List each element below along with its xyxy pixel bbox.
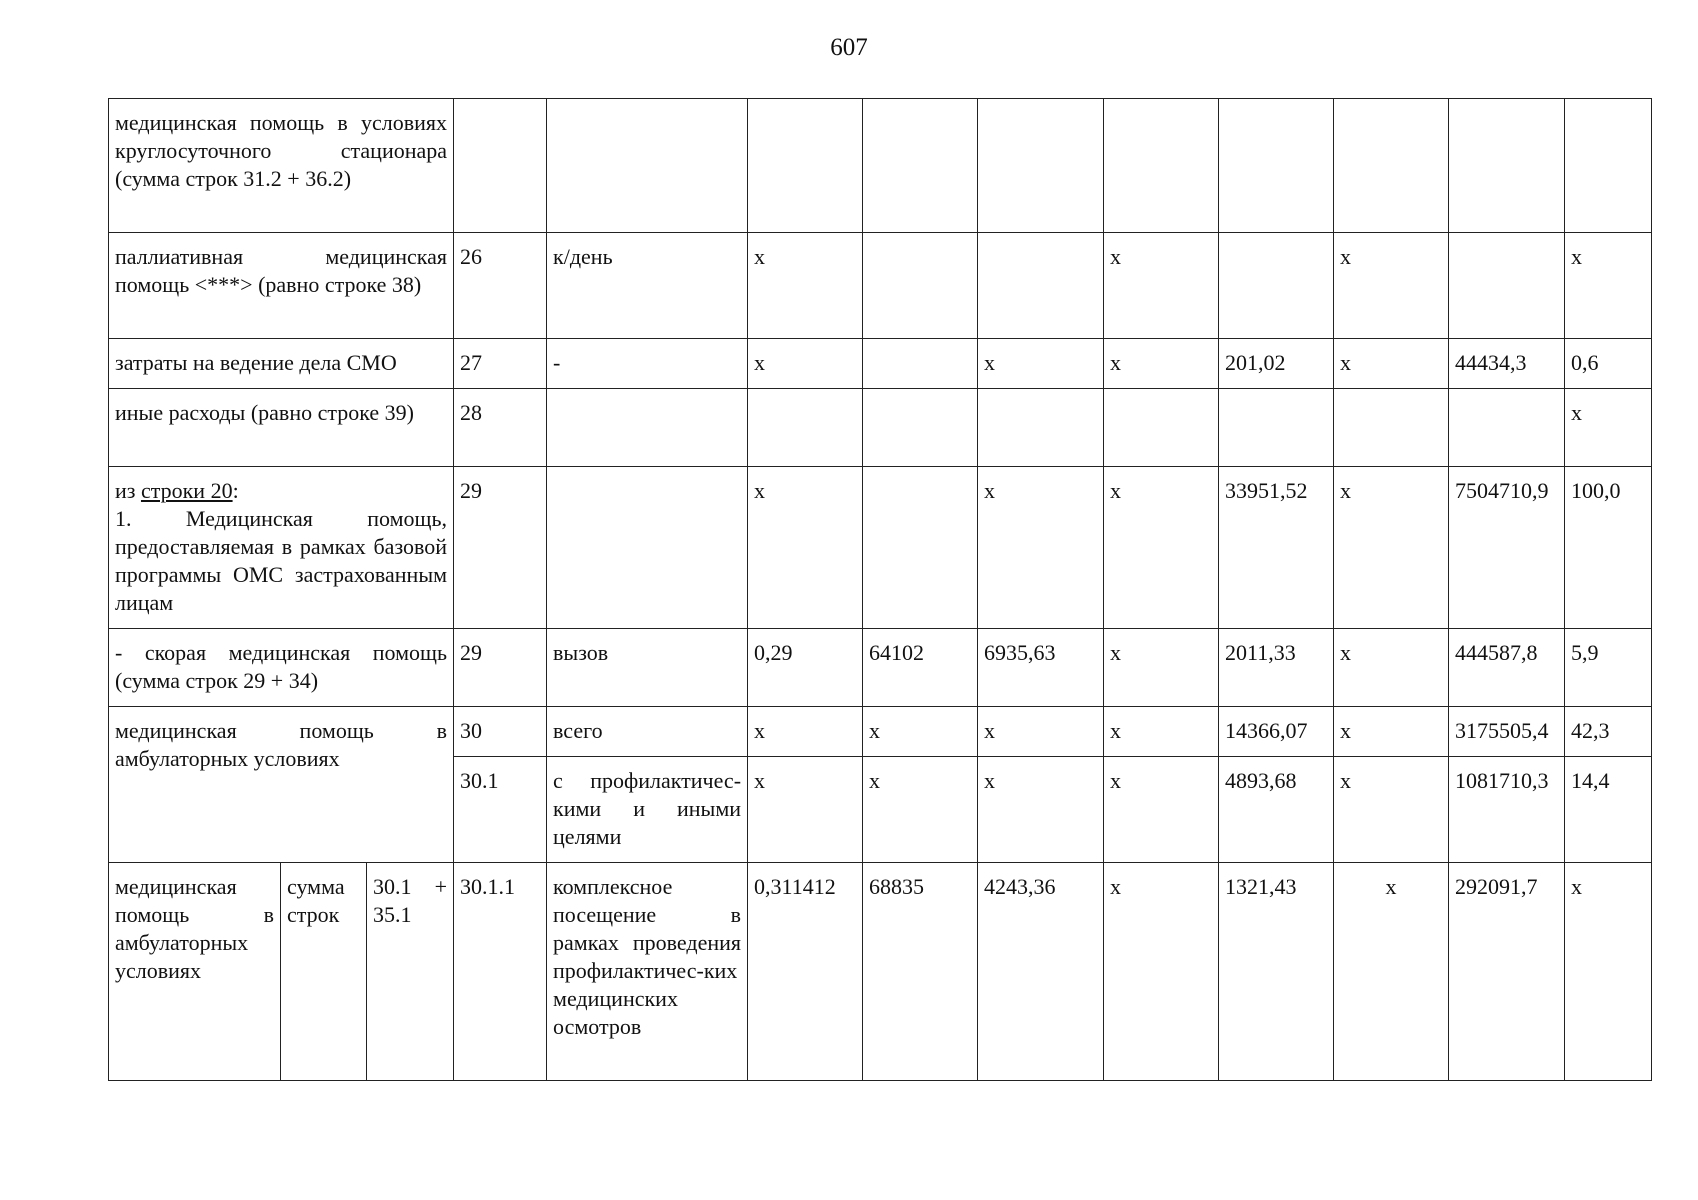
value-cell-2 — [863, 233, 978, 339]
value-cell-1: х — [748, 757, 863, 863]
value-cell-4: х — [1104, 629, 1219, 707]
unit-cell — [547, 99, 748, 233]
value-cell-5: 33951,52 — [1219, 467, 1334, 629]
value-cell-5 — [1219, 389, 1334, 467]
value-cell-2 — [863, 467, 978, 629]
value-cell-5 — [1219, 233, 1334, 339]
value-cell-2: х — [863, 707, 978, 757]
table-row — [109, 99, 1652, 233]
value-cell-7 — [1449, 389, 1565, 467]
value-cell-2: 68835 — [863, 863, 978, 1081]
value-cell-2 — [863, 389, 978, 467]
value-cell-3: х — [978, 467, 1104, 629]
row-name-cell: - скорая медицинская помощь (сумма строк 29 + 34) — [109, 629, 454, 707]
row-name-suffix: : — [232, 478, 239, 503]
unit-cell: всего — [547, 707, 748, 757]
value-cell-3: 6935,63 — [978, 629, 1104, 707]
line-number-cell: 26 — [454, 233, 547, 339]
row-name-cell: затраты на ведение дела СМО — [109, 339, 454, 389]
value-cell-4: х — [1104, 863, 1219, 1081]
value-cell-3 — [978, 233, 1104, 339]
value-cell-7: 7504710,9 — [1449, 467, 1565, 629]
table-row — [109, 389, 1652, 467]
table-row — [109, 467, 1652, 629]
value-cell-8: 5,9 — [1565, 629, 1652, 707]
value-cell-2: 64102 — [863, 629, 978, 707]
value-cell-1: х — [748, 467, 863, 629]
value-cell-3 — [978, 99, 1104, 233]
value-cell-5: 1321,43 — [1219, 863, 1334, 1081]
unit-cell: комплексное посещение в рамках проведения профилактичес-ких медицинских осмотров — [547, 863, 748, 1081]
value-cell-8: 14,4 — [1565, 757, 1652, 863]
value-cell-6: х — [1334, 629, 1449, 707]
value-cell-5: 14366,07 — [1219, 707, 1334, 757]
line-number-cell: 30 — [454, 707, 547, 757]
value-cell-6: х — [1334, 339, 1449, 389]
value-cell-8: х — [1565, 233, 1652, 339]
financing-table — [108, 98, 1652, 1081]
value-cell-7 — [1449, 233, 1565, 339]
row-name-cell: медицинская помощь в амбулаторных условиях — [109, 863, 281, 1081]
value-cell-7: 1081710,3 — [1449, 757, 1565, 863]
row-reference-link[interactable]: строки 20 — [140, 478, 233, 503]
value-cell-8: 100,0 — [1565, 467, 1652, 629]
unit-cell — [547, 467, 748, 629]
line-number-cell: 27 — [454, 339, 547, 389]
table-row — [109, 707, 1652, 757]
row-name-cell: медицинская помощь в амбулаторных условиях — [109, 707, 454, 863]
value-cell-5: 2011,33 — [1219, 629, 1334, 707]
value-cell-5: 201,02 — [1219, 339, 1334, 389]
row-name-prefix: из — [115, 478, 141, 503]
value-cell-6: х — [1334, 707, 1449, 757]
row-name-body: 1. Медицинская помощь, предоставляемая в рамках базовой программы ОМС застрахованным лицам — [115, 506, 448, 615]
sum-label-cell: сумма строк — [281, 863, 367, 1081]
value-cell-7: 44434,3 — [1449, 339, 1565, 389]
value-cell-8: 0,6 — [1565, 339, 1652, 389]
row-name-cell: паллиативная медицинская помощь <***> (равно строке 38) — [109, 233, 454, 339]
value-cell-6: х — [1334, 233, 1449, 339]
value-cell-4 — [1104, 99, 1219, 233]
value-cell-2 — [863, 339, 978, 389]
unit-cell: вызов — [547, 629, 748, 707]
value-cell-1: 0,29 — [748, 629, 863, 707]
page-number: 607 — [830, 34, 868, 61]
value-cell-3: 4243,36 — [978, 863, 1104, 1081]
unit-cell: - — [547, 339, 748, 389]
value-cell-8: х — [1565, 389, 1652, 467]
value-cell-4: х — [1104, 467, 1219, 629]
value-cell-3: х — [978, 707, 1104, 757]
value-cell-2: х — [863, 757, 978, 863]
value-cell-1: 0,311412 — [748, 863, 863, 1081]
line-number-cell: 29 — [454, 467, 547, 629]
value-cell-1 — [748, 99, 863, 233]
table-row — [109, 863, 1652, 1081]
row-name-cell: иные расходы (равно строке 39) — [109, 389, 454, 467]
line-number-cell: 29 — [454, 629, 547, 707]
table-row — [109, 339, 1652, 389]
value-cell-4 — [1104, 389, 1219, 467]
value-cell-1: х — [748, 339, 863, 389]
line-number-cell: 30.1 — [454, 757, 547, 863]
value-cell-7: 3175505,4 — [1449, 707, 1565, 757]
value-cell-4: х — [1104, 707, 1219, 757]
value-cell-8: х — [1565, 863, 1652, 1081]
table-row — [109, 233, 1652, 339]
value-cell-4: х — [1104, 233, 1219, 339]
unit-cell: к/день — [547, 233, 748, 339]
value-cell-5 — [1219, 99, 1334, 233]
value-cell-5: 4893,68 — [1219, 757, 1334, 863]
value-cell-7: 292091,7 — [1449, 863, 1565, 1081]
value-cell-6 — [1334, 99, 1449, 233]
table-row — [109, 629, 1652, 707]
line-number-cell: 30.1.1 — [454, 863, 547, 1081]
value-cell-1 — [748, 389, 863, 467]
value-cell-8: 42,3 — [1565, 707, 1652, 757]
unit-cell: с профилактичес-кими и иными целями — [547, 757, 748, 863]
value-cell-7: 444587,8 — [1449, 629, 1565, 707]
value-cell-6 — [1334, 389, 1449, 467]
row-name-cell — [109, 467, 454, 629]
value-cell-3 — [978, 389, 1104, 467]
sum-value-cell: 30.1 + 35.1 — [367, 863, 454, 1081]
value-cell-1: х — [748, 707, 863, 757]
line-number-cell: 28 — [454, 389, 547, 467]
unit-cell — [547, 389, 748, 467]
value-cell-4: х — [1104, 339, 1219, 389]
value-cell-6: х — [1334, 757, 1449, 863]
value-cell-7 — [1449, 99, 1565, 233]
row-name-cell: медицинская помощь в условиях круглосуточного стационара (сумма строк 31.2 + 36.2) — [109, 99, 454, 233]
value-cell-6: х — [1334, 863, 1449, 1081]
value-cell-1: х — [748, 233, 863, 339]
value-cell-8 — [1565, 99, 1652, 233]
value-cell-6: х — [1334, 467, 1449, 629]
line-number-cell — [454, 99, 547, 233]
value-cell-2 — [863, 99, 978, 233]
value-cell-4: х — [1104, 757, 1219, 863]
value-cell-3: х — [978, 757, 1104, 863]
value-cell-3: х — [978, 339, 1104, 389]
